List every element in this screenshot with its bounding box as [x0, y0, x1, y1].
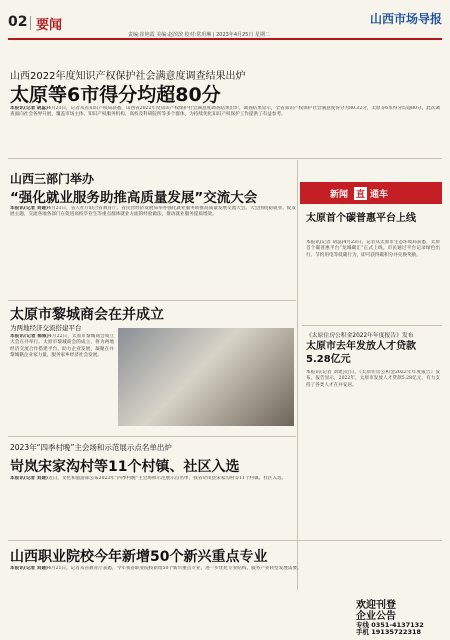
- story4-kicker: 2023年“四季村晚”主会场和示范展示点名单出炉: [10, 443, 172, 452]
- ad-line1: 欢迎刊登: [356, 600, 396, 611]
- story5-byline: 本报讯(记者 刘建): [10, 566, 49, 571]
- story2-title: “强化就业服务助推高质量发展”交流大会: [10, 190, 258, 206]
- newspaper-name: 山西市场导报: [369, 12, 442, 26]
- story1-kicker: 山西2022年度知识产权保护社会满意度调查结果出炉: [10, 71, 246, 82]
- story4-body: [10, 476, 296, 536]
- sidebar-item1-text: 本报讯(记者 胡蕊)4月23日，记者从太原市生态环境局获悉，太原首个碳普惠平台“龙城碳汇”正式上线。市民通过平台记录绿色出行、节约用电等低碳行为，即可获得碳积分并兑换奖励。: [306, 240, 440, 258]
- sidebar-item2-kicker: 《太原住房公积金2022年年度报告》发布: [306, 333, 414, 339]
- story1-byline: 本报讯(记者 胡蕊): [10, 106, 49, 111]
- story3-byline: 本报讯(记者 郝威): [10, 334, 49, 339]
- divider: [8, 158, 442, 159]
- news-photo: [118, 328, 294, 426]
- sidebar-header-left: 新闻: [330, 190, 349, 200]
- story4-byline: 本报讯(记者 刘建): [10, 476, 49, 481]
- story3-subtitle: 为两地经济交流搭建平台: [10, 324, 82, 332]
- ad-phone2: 手机 19135722318: [356, 628, 422, 636]
- story5-body: [10, 566, 344, 634]
- editor-meta: 责编:崔艳霞 美编:赵滨滨 校对:常玥琳 | 2023年4月25日 星期二: [128, 32, 270, 38]
- story4-text: 近日，文化和旅游部公布2023年“四季村晚”主会场和示范展示点名单，我省岢岚县宋家沟村等11个村镇、社区入选。: [48, 476, 287, 481]
- story4-title: 岢岚宋家沟村等11个村镇、社区入选: [10, 459, 240, 475]
- sidebar-item2-text: 本报讯(记者 刘建)近日，《太原住房公积金2022年年度报告》发布。报告显示，2022年，太原市发放人才贷款5.28亿元，有力支持了各类人才在并安居。: [306, 370, 440, 388]
- story2-kicker: 山西三部门举办: [10, 172, 95, 186]
- divider: [8, 436, 296, 437]
- story2-text: 4月21日，省人社厅联合省教育厅、省民营经济发展局举办强化就业服务助推高质量发展交流大会。大会围绕稳就业、促发展主题，交流各地各部门在促进高校毕业生等重点群体就业方面的经验做法，推动就业服务提质增效。: [10, 206, 296, 218]
- column-divider: [297, 160, 298, 590]
- page-header: [0, 0, 450, 38]
- divider: [8, 540, 442, 541]
- sidebar-item1-title: 太原首个碳普惠平台上线: [306, 213, 416, 224]
- story5-title: 山西职业院校今年新增50个新兴重点专业: [10, 549, 268, 565]
- story1-title: 太原等6市得分均超80分: [10, 84, 221, 106]
- story1-body: [10, 106, 440, 136]
- story5-text: 4月21日，记者从省教育厅获悉，今年我省职业院校新增50个新兴重点专业，进一步优化专业结构，服务产业转型发展需要。: [48, 566, 302, 571]
- sidebar-header: [300, 182, 442, 204]
- story3-title: 太原市黎城商会在并成立: [10, 307, 164, 323]
- story1-text: 4月21日，记者从省知识产权局获悉，山西省2022年度知识产权保护社会满意度调查结果出炉。调查结果显示，全省知识产权保护社会满意度得分为80.32分，太原等6市得分均超80分。此次调查面向社会各界开展，覆盖市场主体、知识产权服务机构、高校及科研院所等多个群体，为持续优化知识产权保护工作提供了有益参考。: [10, 106, 440, 118]
- ad-box: [356, 596, 442, 634]
- sidebar-header-right: 通车: [370, 190, 389, 200]
- divider: [30, 16, 31, 30]
- sidebar-item2-title: 太原市去年发放人才贷款5.28亿元: [306, 341, 416, 365]
- story2-byline: 本报讯(记者 刘建): [10, 206, 49, 211]
- ad-phone1: 专线 0351-4137132: [356, 621, 424, 629]
- story2-body: [10, 206, 296, 298]
- header-rule: [8, 38, 442, 40]
- sidebar-header-badge: 直: [354, 187, 367, 200]
- story3-text: 4月22日，太原市黎城商会成立大会在并举行。太原市黎城商会的成立，将为两地经济交流合作搭建平台，助力企业发展，凝聚在并黎城籍企业家力量，服务家乡经济社会发展。: [10, 334, 114, 359]
- story3-body: [10, 334, 114, 422]
- page-number: 02: [8, 14, 28, 30]
- ad-line2: 企业公告: [356, 611, 396, 622]
- divider: [302, 325, 442, 326]
- divider: [8, 300, 296, 301]
- section-title: 要闻: [36, 18, 63, 33]
